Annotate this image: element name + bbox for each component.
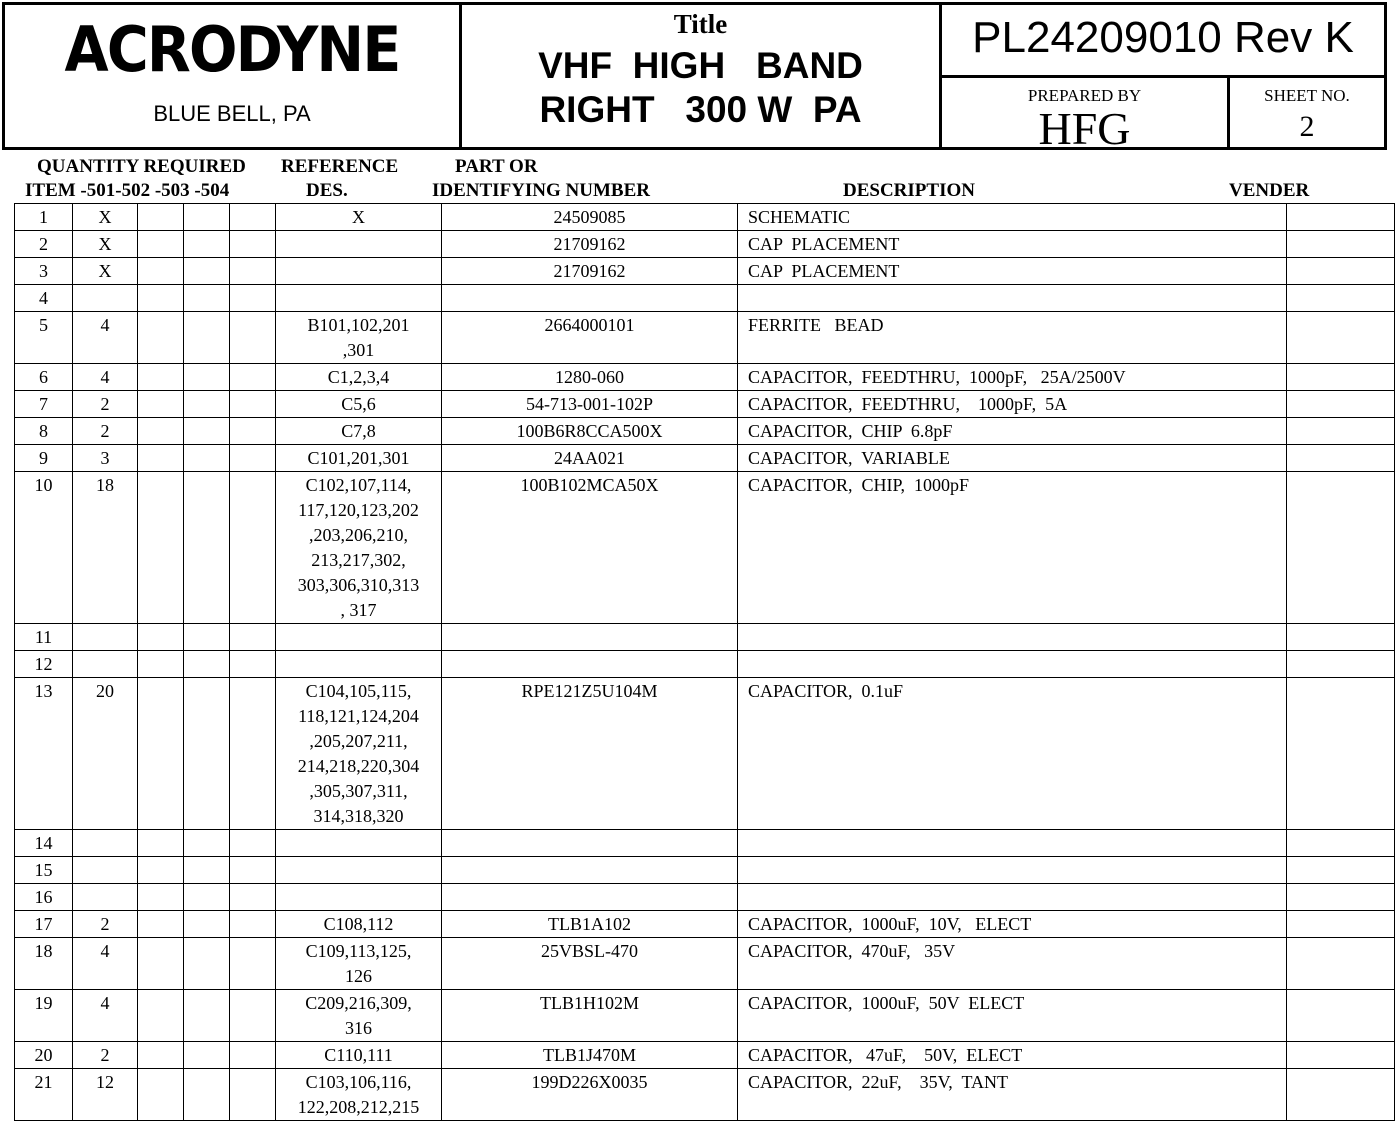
qty-501-cell xyxy=(73,857,138,884)
sheet-number-cell xyxy=(1230,78,1384,147)
part-number-cell: 54-713-001-102P xyxy=(442,391,738,418)
qty-501-cell: 3 xyxy=(73,445,138,472)
part-number-cell: 24AA021 xyxy=(442,445,738,472)
reference-designator-cell: C104,105,115, 118,121,124,204 ,205,207,211, 214,218,220,304 ,305,307,311, 314,318,320 xyxy=(276,678,442,830)
qty-501-cell xyxy=(73,884,138,911)
qty-502-cell xyxy=(138,1069,184,1121)
qty-503-cell xyxy=(184,1042,230,1069)
table-row xyxy=(15,258,1395,285)
header-item-dashes: ITEM -501-502 -503 -504 xyxy=(25,180,230,201)
qty-504-cell xyxy=(230,204,276,231)
title-label: Title xyxy=(673,9,728,39)
table-row xyxy=(15,231,1395,258)
table-row xyxy=(15,857,1395,884)
table-row xyxy=(15,364,1395,391)
reference-designator-cell: C1,2,3,4 xyxy=(276,364,442,391)
description-cell xyxy=(738,884,1287,911)
reference-designator-cell xyxy=(276,884,442,911)
qty-502-cell xyxy=(138,624,184,651)
reference-designator-cell: C108,112 xyxy=(276,911,442,938)
parts-list-body xyxy=(15,204,1395,1121)
table-row xyxy=(15,418,1395,445)
qty-502-cell xyxy=(138,364,184,391)
reference-designator-cell xyxy=(276,231,442,258)
qty-502-cell xyxy=(138,938,184,990)
qty-503-cell xyxy=(184,1069,230,1121)
header-part-or: PART OR xyxy=(455,156,538,177)
prepared-by-cell xyxy=(942,78,1230,154)
item-cell: 9 xyxy=(15,445,73,472)
qty-502-cell xyxy=(138,830,184,857)
vender-cell xyxy=(1287,472,1395,624)
qty-504-cell xyxy=(230,231,276,258)
vender-cell xyxy=(1287,624,1395,651)
qty-502-cell xyxy=(138,204,184,231)
item-cell: 16 xyxy=(15,884,73,911)
qty-504-cell xyxy=(230,1042,276,1069)
part-number-cell: 199D226X0035 xyxy=(442,1069,738,1121)
qty-504-cell xyxy=(230,1069,276,1121)
reference-designator-cell: C101,201,301 xyxy=(276,445,442,472)
qty-503-cell xyxy=(184,472,230,624)
part-number-cell xyxy=(442,830,738,857)
qty-503-cell xyxy=(184,258,230,285)
qty-504-cell xyxy=(230,445,276,472)
item-cell: 3 xyxy=(15,258,73,285)
qty-503-cell xyxy=(184,830,230,857)
item-cell: 10 xyxy=(15,472,73,624)
item-cell: 19 xyxy=(15,990,73,1042)
vender-cell xyxy=(1287,445,1395,472)
header-reference: REFERENCE xyxy=(281,156,399,177)
company-location: BLUE BELL, PA xyxy=(153,101,311,126)
table-row xyxy=(15,312,1395,364)
description-cell: CAPACITOR, 22uF, 35V, TANT xyxy=(738,1069,1287,1121)
qty-503-cell xyxy=(184,391,230,418)
qty-501-cell: 4 xyxy=(73,938,138,990)
part-number-cell: RPE121Z5U104M xyxy=(442,678,738,830)
description-cell: SCHEMATIC xyxy=(738,204,1287,231)
qty-502-cell xyxy=(138,884,184,911)
description-cell xyxy=(738,285,1287,312)
header-des: DES. xyxy=(306,180,348,201)
document-number: PL24209010 Rev K xyxy=(942,5,1384,78)
vender-cell xyxy=(1287,911,1395,938)
reference-designator-cell xyxy=(276,258,442,285)
qty-501-cell: 12 xyxy=(73,1069,138,1121)
part-number-cell: 100B102MCA50X xyxy=(442,472,738,624)
description-cell xyxy=(738,624,1287,651)
header-description: DESCRIPTION xyxy=(843,180,975,201)
description-cell: CAP PLACEMENT xyxy=(738,258,1287,285)
vender-cell xyxy=(1287,258,1395,285)
part-number-cell: 21709162 xyxy=(442,258,738,285)
qty-501-cell xyxy=(73,651,138,678)
item-cell: 5 xyxy=(15,312,73,364)
item-cell: 21 xyxy=(15,1069,73,1121)
qty-502-cell xyxy=(138,312,184,364)
company-logo: ACRODYNE xyxy=(64,13,400,86)
qty-503-cell xyxy=(184,911,230,938)
qty-504-cell xyxy=(230,678,276,830)
vender-cell xyxy=(1287,312,1395,364)
sheet-number-value: 2 xyxy=(1299,110,1315,143)
qty-503-cell xyxy=(184,651,230,678)
qty-504-cell xyxy=(230,990,276,1042)
part-number-cell: TLB1A102 xyxy=(442,911,738,938)
item-cell: 4 xyxy=(15,285,73,312)
table-row xyxy=(15,678,1395,830)
item-cell: 8 xyxy=(15,418,73,445)
item-cell: 11 xyxy=(15,624,73,651)
qty-501-cell: 2 xyxy=(73,1042,138,1069)
qty-503-cell xyxy=(184,624,230,651)
description-cell xyxy=(738,857,1287,884)
description-cell: CAPACITOR, CHIP 6.8pF xyxy=(738,418,1287,445)
table-row xyxy=(15,1042,1395,1069)
description-cell: CAPACITOR, 470uF, 35V xyxy=(738,938,1287,990)
qty-504-cell xyxy=(230,651,276,678)
part-number-cell xyxy=(442,857,738,884)
description-cell: CAPACITOR, 47uF, 50V, ELECT xyxy=(738,1042,1287,1069)
part-number-cell xyxy=(442,884,738,911)
qty-504-cell xyxy=(230,938,276,990)
qty-504-cell xyxy=(230,911,276,938)
qty-503-cell xyxy=(184,285,230,312)
qty-503-cell xyxy=(184,204,230,231)
qty-501-cell: 2 xyxy=(73,418,138,445)
qty-503-cell xyxy=(184,678,230,830)
qty-501-cell: 2 xyxy=(73,911,138,938)
description-cell: CAPACITOR, VARIABLE xyxy=(738,445,1287,472)
table-row xyxy=(15,391,1395,418)
qty-504-cell xyxy=(230,258,276,285)
table-row xyxy=(15,1069,1395,1121)
header-identifying-number: IDENTIFYING NUMBER xyxy=(432,180,650,201)
sheet-number-label: SHEET NO. xyxy=(1264,86,1350,105)
qty-503-cell xyxy=(184,445,230,472)
qty-501-cell: 18 xyxy=(73,472,138,624)
part-number-cell: 100B6R8CCA500X xyxy=(442,418,738,445)
qty-502-cell xyxy=(138,678,184,830)
table-row xyxy=(15,285,1395,312)
qty-501-cell: 4 xyxy=(73,990,138,1042)
reference-designator-cell xyxy=(276,624,442,651)
vender-cell xyxy=(1287,1042,1395,1069)
description-cell: CAPACITOR, FEEDTHRU, 1000pF, 5A xyxy=(738,391,1287,418)
qty-504-cell xyxy=(230,830,276,857)
qty-503-cell xyxy=(184,231,230,258)
reference-designator-cell: C103,106,116, 122,208,212,215 xyxy=(276,1069,442,1121)
qty-504-cell xyxy=(230,884,276,911)
qty-502-cell xyxy=(138,857,184,884)
qty-503-cell xyxy=(184,418,230,445)
reference-designator-cell: C209,216,309, 316 xyxy=(276,990,442,1042)
qty-504-cell xyxy=(230,472,276,624)
part-number-cell xyxy=(442,624,738,651)
qty-504-cell xyxy=(230,391,276,418)
qty-501-cell: 4 xyxy=(73,312,138,364)
qty-501-cell: 20 xyxy=(73,678,138,830)
table-row xyxy=(15,884,1395,911)
title-cell xyxy=(462,5,942,147)
reference-designator-cell xyxy=(276,830,442,857)
table-row xyxy=(15,651,1395,678)
title-block xyxy=(2,2,1387,154)
qty-501-cell: X xyxy=(73,231,138,258)
part-number-cell: 25VBSL-470 xyxy=(442,938,738,990)
qty-501-cell: X xyxy=(73,204,138,231)
header-vender: VENDER xyxy=(1229,180,1310,201)
table-row xyxy=(15,938,1395,990)
part-number-cell: TLB1J470M xyxy=(442,1042,738,1069)
qty-502-cell xyxy=(138,472,184,624)
reference-designator-cell: X xyxy=(276,204,442,231)
reference-designator-cell: C109,113,125, 126 xyxy=(276,938,442,990)
item-cell: 15 xyxy=(15,857,73,884)
part-number-cell: 2664000101 xyxy=(442,312,738,364)
title-line-1: VHF HIGH BAND xyxy=(538,45,863,86)
vender-cell xyxy=(1287,418,1395,445)
table-row xyxy=(15,472,1395,624)
reference-designator-cell xyxy=(276,651,442,678)
item-cell: 13 xyxy=(15,678,73,830)
item-cell: 17 xyxy=(15,911,73,938)
part-number-cell: 24509085 xyxy=(442,204,738,231)
header-quantity-required: QUANTITY REQUIRED xyxy=(37,156,246,177)
description-cell: FERRITE BEAD xyxy=(738,312,1287,364)
reference-designator-cell: C110,111 xyxy=(276,1042,442,1069)
table-row xyxy=(15,911,1395,938)
item-cell: 14 xyxy=(15,830,73,857)
reference-designator-cell xyxy=(276,857,442,884)
vender-cell xyxy=(1287,231,1395,258)
qty-503-cell xyxy=(184,364,230,391)
qty-502-cell xyxy=(138,1042,184,1069)
part-number-cell xyxy=(442,651,738,678)
qty-504-cell xyxy=(230,364,276,391)
description-cell: CAP PLACEMENT xyxy=(738,231,1287,258)
prepared-by-label: PREPARED BY xyxy=(1027,86,1142,105)
description-cell: CAPACITOR, CHIP, 1000pF xyxy=(738,472,1287,624)
part-number-cell xyxy=(442,285,738,312)
item-cell: 20 xyxy=(15,1042,73,1069)
qty-502-cell xyxy=(138,418,184,445)
item-cell: 18 xyxy=(15,938,73,990)
vender-cell xyxy=(1287,364,1395,391)
reference-designator-cell: B101,102,201 ,301 xyxy=(276,312,442,364)
qty-504-cell xyxy=(230,285,276,312)
vender-cell xyxy=(1287,938,1395,990)
qty-501-cell xyxy=(73,624,138,651)
company-cell xyxy=(5,5,462,147)
item-cell: 6 xyxy=(15,364,73,391)
qty-504-cell xyxy=(230,418,276,445)
description-cell xyxy=(738,651,1287,678)
vender-cell xyxy=(1287,884,1395,911)
qty-502-cell xyxy=(138,990,184,1042)
qty-502-cell xyxy=(138,911,184,938)
qty-501-cell: 4 xyxy=(73,364,138,391)
qty-503-cell xyxy=(184,884,230,911)
qty-502-cell xyxy=(138,651,184,678)
qty-503-cell xyxy=(184,312,230,364)
item-cell: 12 xyxy=(15,651,73,678)
table-row xyxy=(15,990,1395,1042)
vender-cell xyxy=(1287,857,1395,884)
vender-cell xyxy=(1287,830,1395,857)
vender-cell xyxy=(1287,651,1395,678)
qty-501-cell: X xyxy=(73,258,138,285)
title-line-2: RIGHT 300 W PA xyxy=(539,89,862,130)
reference-designator-cell: C102,107,114, 117,120,123,202 ,203,206,210, 213,217,302, 303,306,310,313 , 317 xyxy=(276,472,442,624)
qty-502-cell xyxy=(138,258,184,285)
qty-501-cell xyxy=(73,285,138,312)
reference-designator-cell xyxy=(276,285,442,312)
part-number-cell: 21709162 xyxy=(442,231,738,258)
prepared-by-value: HFG xyxy=(1038,103,1131,154)
table-row xyxy=(15,830,1395,857)
qty-503-cell xyxy=(184,857,230,884)
vender-cell xyxy=(1287,678,1395,830)
item-cell: 1 xyxy=(15,204,73,231)
qty-503-cell xyxy=(184,938,230,990)
reference-designator-cell: C7,8 xyxy=(276,418,442,445)
table-row xyxy=(15,624,1395,651)
description-cell: CAPACITOR, 1000uF, 50V ELECT xyxy=(738,990,1287,1042)
qty-501-cell: 2 xyxy=(73,391,138,418)
reference-designator-cell: C5,6 xyxy=(276,391,442,418)
vender-cell xyxy=(1287,204,1395,231)
qty-501-cell xyxy=(73,830,138,857)
part-number-cell: TLB1H102M xyxy=(442,990,738,1042)
qty-502-cell xyxy=(138,285,184,312)
table-row xyxy=(15,445,1395,472)
vender-cell xyxy=(1287,285,1395,312)
description-cell: CAPACITOR, 1000uF, 10V, ELECT xyxy=(738,911,1287,938)
parts-list-table xyxy=(14,203,1395,1121)
vender-cell xyxy=(1287,990,1395,1042)
qty-504-cell xyxy=(230,312,276,364)
qty-503-cell xyxy=(184,990,230,1042)
qty-502-cell xyxy=(138,231,184,258)
vender-cell xyxy=(1287,1069,1395,1121)
part-number-cell: 1280-060 xyxy=(442,364,738,391)
qty-504-cell xyxy=(230,624,276,651)
description-cell: CAPACITOR, FEEDTHRU, 1000pF, 25A/2500V xyxy=(738,364,1287,391)
item-cell: 7 xyxy=(15,391,73,418)
description-cell xyxy=(738,830,1287,857)
item-cell: 2 xyxy=(15,231,73,258)
vender-cell xyxy=(1287,391,1395,418)
table-row xyxy=(15,204,1395,231)
qty-502-cell xyxy=(138,445,184,472)
document-info-cell xyxy=(942,5,1384,154)
qty-502-cell xyxy=(138,391,184,418)
qty-504-cell xyxy=(230,857,276,884)
description-cell: CAPACITOR, 0.1uF xyxy=(738,678,1287,830)
